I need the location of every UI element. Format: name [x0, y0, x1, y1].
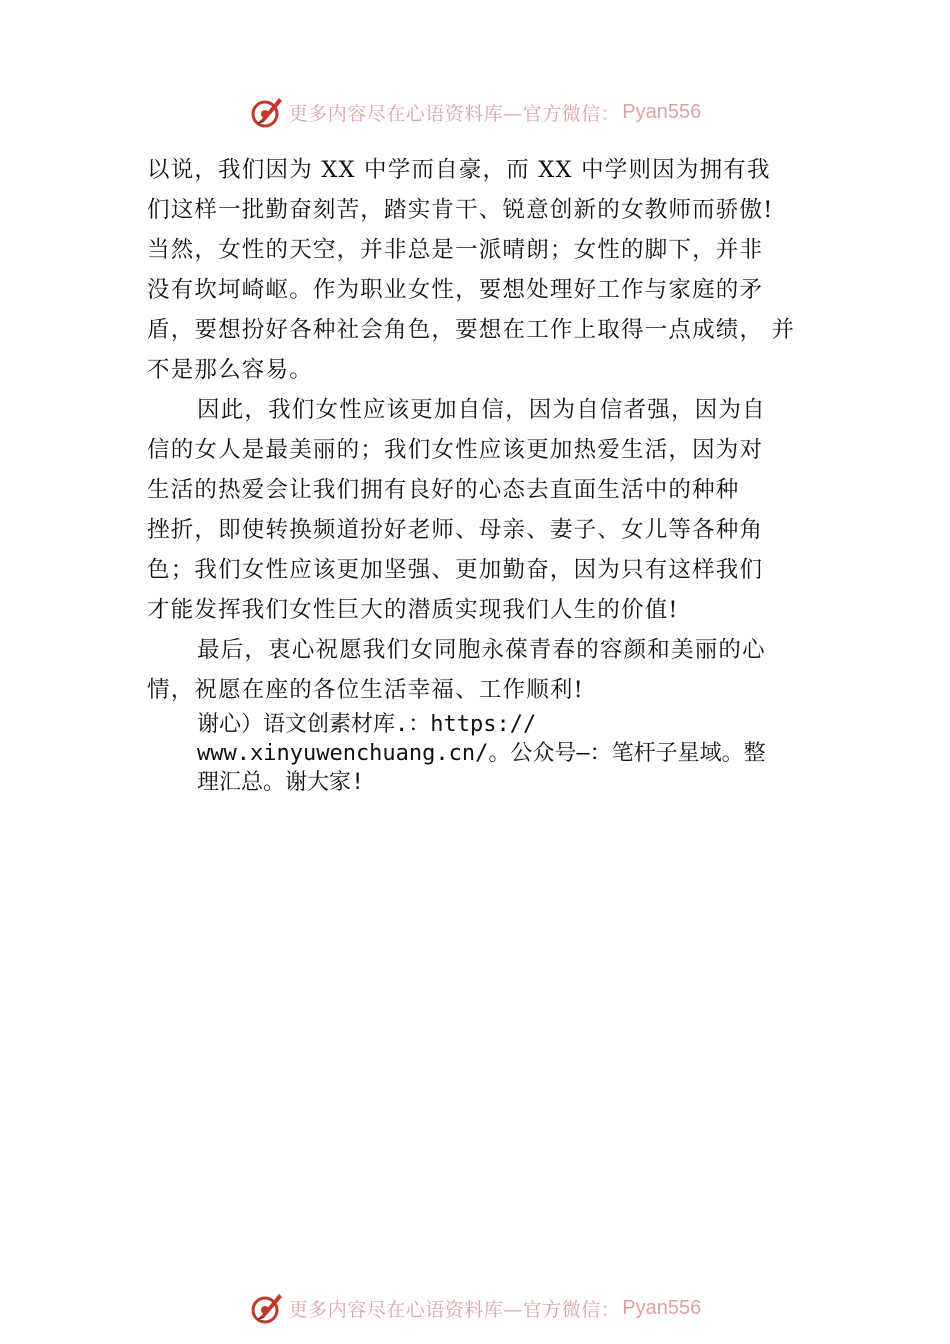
quill-pen-logo-icon — [249, 1290, 285, 1326]
text-line: 生活的热爱会让我们拥有良好的心态去直面生活中的种种 — [147, 477, 740, 503]
banner-text: 更多内容尽在心语资料库—官方微信： — [288, 1298, 621, 1321]
text-line: 信的女人是最美丽的；我们女性应该更加热爱生活，因为对 — [147, 437, 764, 463]
text-line: 不是那么容易。 — [147, 357, 313, 383]
closing-line: www.xinyuwenchuang.cn/。公众号—：笔杆子星域。整 — [197, 741, 766, 766]
text-line: 挫折，即使转换频道扮好老师、母亲、妻子、女儿等各种角 — [147, 517, 764, 543]
text-line: 们这样一批勤奋刻苦，踏实肯干、锐意创新的女教师而骄傲! — [147, 197, 774, 223]
text-line: 以说，我们因为 XX 中学而自豪，而 XX 中学则因为拥有我 — [147, 157, 771, 183]
quill-pen-logo-icon — [249, 94, 285, 130]
closing-line: 理汇总。谢大家! — [197, 770, 365, 795]
banner-text: 更多内容尽在心语资料库—官方微信： — [288, 102, 621, 125]
banner-handle: Pyan556 — [622, 100, 702, 123]
text-line: 盾，要想扮好各种社会角色，要想在工作上取得一点成绩， 并 — [147, 317, 796, 343]
text-line: 色；我们女性应该更加坚强、更加勤奋，因为只有这样我们 — [147, 557, 764, 583]
closing-line: 谢心）语文创素材库.：https:// — [197, 712, 537, 737]
document-body — [147, 150, 819, 797]
paragraph — [147, 390, 819, 630]
banner-handle: Pyan556 — [622, 1296, 702, 1319]
paragraph — [147, 150, 819, 390]
text-line: 因此，我们女性应该更加自信，因为自信者强，因为自 — [197, 397, 766, 423]
text-line: 最后，衷心祝愿我们女同胞永葆青春的容颜和美丽的心 — [197, 637, 766, 663]
text-line: 没有坎坷崎岖。作为职业女性，要想处理好工作与家庭的矛 — [147, 277, 764, 303]
closing-note — [197, 710, 817, 797]
paragraph — [147, 630, 819, 710]
text-line: 当然，女性的天空，并非总是一派晴朗；女性的脚下，并非 — [147, 237, 764, 263]
header-banner — [0, 92, 950, 132]
text-line: 才能发挥我们女性巨大的潜质实现我们人生的价值! — [147, 597, 679, 623]
text-line: 情，祝愿在座的各位生活幸福、工作顺利! — [147, 677, 584, 703]
footer-banner — [0, 1288, 950, 1328]
